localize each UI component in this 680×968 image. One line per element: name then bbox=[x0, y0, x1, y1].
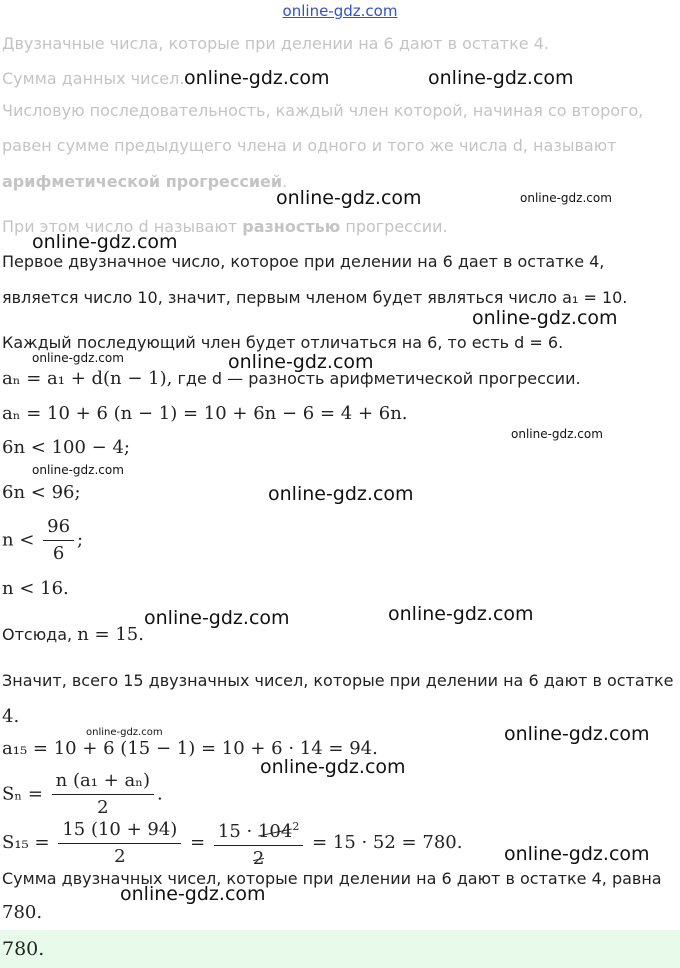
watermark: online-gdz.com bbox=[388, 603, 534, 625]
fraction-sn-denominator: 2 bbox=[97, 797, 109, 818]
inequality-3-end: ; bbox=[77, 529, 84, 551]
formula-an: aₙ = 10 + 6 (n − 1) = 10 + 6n − 6 = 4 + 6n. bbox=[2, 403, 408, 424]
watermark: online-gdz.com bbox=[511, 427, 603, 441]
watermark: online-gdz.com bbox=[32, 231, 178, 253]
watermark: online-gdz.com bbox=[504, 723, 650, 745]
formula-s15-rest: = 15 · 52 = 780. bbox=[312, 832, 463, 853]
answer-value: 780. bbox=[2, 938, 45, 960]
faded-line-5-end: . bbox=[282, 172, 288, 191]
formula-general-term-math: aₙ = a₁ + d(n − 1), bbox=[2, 368, 173, 389]
faded-line-3: Числовую последовательность, каждый член которой, начиная со второго, bbox=[2, 101, 644, 120]
formula-sn bbox=[2, 770, 163, 819]
watermark: online-gdz.com bbox=[86, 727, 163, 738]
formula-s15 bbox=[2, 816, 462, 870]
crossed-out-104: 104 bbox=[257, 821, 293, 842]
watermark: online-gdz.com bbox=[428, 67, 574, 89]
solution-p4-math: n = 15. bbox=[77, 624, 144, 645]
formula-sn-end: . bbox=[157, 783, 163, 805]
inequality-4: n < 16. bbox=[2, 578, 69, 599]
answer-box bbox=[0, 930, 680, 968]
watermark: online-gdz.com bbox=[520, 191, 612, 205]
solution-p5b: 4. bbox=[2, 706, 20, 727]
watermark: online-gdz.com bbox=[228, 351, 374, 373]
crossed-out-2: 2 bbox=[252, 848, 265, 869]
fraction-s15-b bbox=[214, 816, 303, 870]
solution-p1: Первое двузначное число, которое при делении на 6 дает в остатке 4, bbox=[2, 252, 605, 271]
faded-line-4: равен сумме предыдущего члена и одного и того же числа d, называют bbox=[2, 136, 617, 155]
faded-bold-term: арифметической прогрессией bbox=[2, 172, 283, 191]
formula-general-term-text: где d — разность арифметической прогрессии. bbox=[172, 369, 581, 388]
fraction-sn-numerator: n (a₁ + aₙ) bbox=[52, 770, 154, 795]
watermark: online-gdz.com bbox=[268, 483, 414, 505]
inequality-2: 6n < 96; bbox=[2, 482, 81, 503]
faded-line-5 bbox=[2, 172, 287, 192]
inequality-3-lhs: n < bbox=[2, 529, 35, 551]
watermark: online-gdz.com bbox=[276, 187, 422, 209]
formula-s15-lhs: S₁₅ = bbox=[2, 832, 50, 853]
faded-line-1: Двузначные числа, которые при делении на 6 дают в остатке 4. bbox=[2, 34, 549, 53]
watermark-top[interactable]: online-gdz.com bbox=[282, 2, 398, 20]
faded-line-6-b: прогрессии. bbox=[340, 217, 448, 236]
watermark: online-gdz.com bbox=[32, 351, 124, 365]
solution-p4-text: Отсюда, bbox=[2, 625, 78, 644]
inequality-1: 6n < 100 − 4; bbox=[2, 437, 130, 458]
fraction-denominator: 6 bbox=[52, 543, 65, 564]
faded-line-2: Сумма данных чисел. bbox=[2, 69, 185, 88]
solution-p5: Значит, всего 15 двузначных чисел, которые при делении на 6 дают в остатке bbox=[2, 671, 674, 690]
solution-p2: является число 10, значит, первым членом будет являться число a₁ = 10. bbox=[2, 288, 628, 307]
formula-sn-lhs: Sₙ = bbox=[2, 783, 43, 805]
fraction-s15-a-denominator: 2 bbox=[114, 845, 126, 867]
fraction-s15-b-num-a: 15 · bbox=[217, 821, 258, 842]
solution-p3: Каждый последующий член будет отличаться на 6, то есть d = 6. bbox=[2, 333, 564, 352]
faded-line-6-a: При этом число d называют bbox=[2, 217, 243, 236]
fraction-sn bbox=[52, 770, 154, 819]
solution-p4 bbox=[2, 625, 144, 645]
reduced-sup: 2 bbox=[292, 820, 300, 833]
fraction-96-6 bbox=[43, 516, 74, 565]
solution-p6: Сумма двузначных чисел, которые при делении на 6 дают в остатке 4, равна bbox=[2, 869, 662, 888]
watermark: online-gdz.com bbox=[120, 883, 266, 905]
fraction-s15-a bbox=[58, 819, 181, 868]
watermark: online-gdz.com bbox=[144, 607, 290, 629]
formula-s15-eq: = bbox=[190, 832, 206, 853]
fraction-s15-a-numerator: 15 (10 + 94) bbox=[58, 819, 181, 844]
fraction-s15-b-numerator bbox=[214, 816, 303, 846]
watermark: online-gdz.com bbox=[260, 756, 406, 778]
fraction-numerator: 96 bbox=[43, 516, 74, 541]
solution-p6b: 780. bbox=[2, 902, 43, 923]
faded-line-6-bold: разностью bbox=[242, 217, 341, 236]
inequality-3 bbox=[2, 516, 83, 565]
watermark: online-gdz.com bbox=[184, 67, 330, 89]
fraction-s15-b-denominator bbox=[214, 846, 303, 870]
formula-a15: a₁₅ = 10 + 6 (15 − 1) = 10 + 6 · 14 = 94. bbox=[2, 738, 378, 759]
watermark: online-gdz.com bbox=[504, 843, 650, 865]
watermark: online-gdz.com bbox=[472, 307, 618, 329]
watermark: online-gdz.com bbox=[32, 463, 124, 477]
